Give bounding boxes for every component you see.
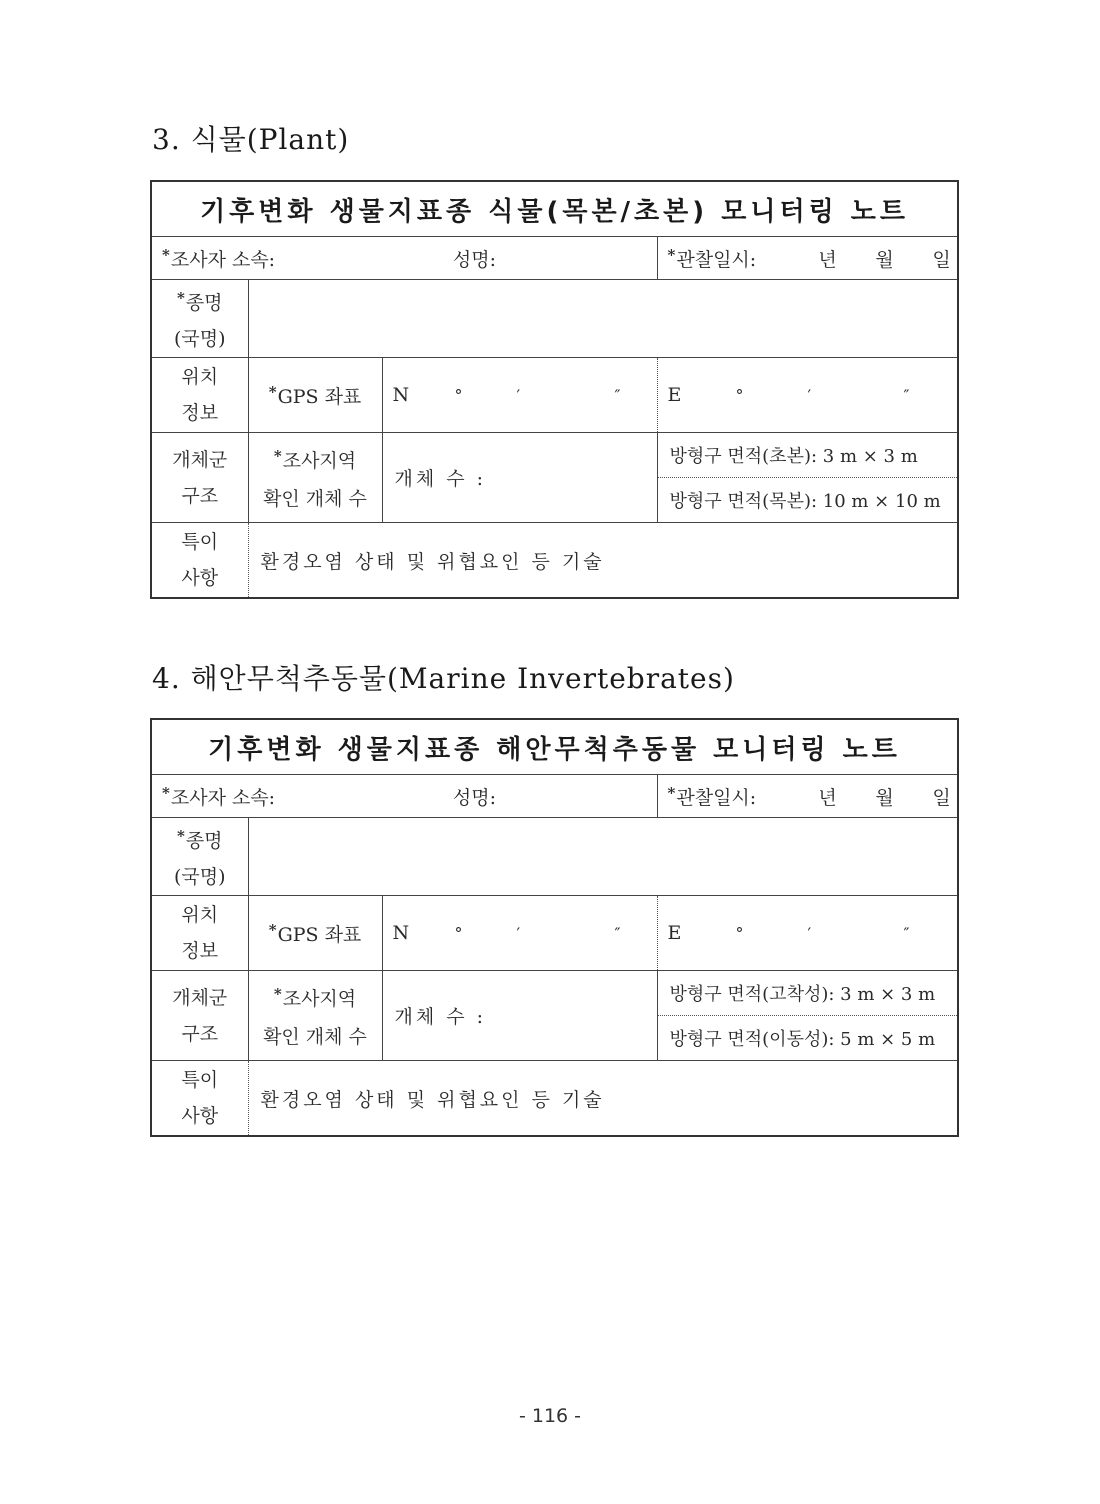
degree-symbol: ° <box>454 386 463 405</box>
month-label: 월 <box>875 786 894 809</box>
latitude-prefix: N <box>392 922 410 944</box>
required-mark: * <box>273 447 282 465</box>
population-label-line1: 개체군 <box>172 986 228 1009</box>
section-title-plant: 3. 식물(Plant) <box>152 123 350 156</box>
remarks-field <box>248 1061 958 1137</box>
observation-date-cell <box>657 775 958 818</box>
quadrat-area-2 <box>657 478 958 523</box>
quadrat-area-1 <box>657 971 958 1016</box>
quadrat-area-2-text: 방형구 면적(목본): 10 m × 10 m <box>669 491 941 512</box>
longitude-field <box>657 896 958 971</box>
monitoring-note-table-marine <box>150 718 959 1137</box>
remarks-label-line2: 사항 <box>181 567 219 589</box>
individual-count-field <box>382 971 657 1061</box>
individual-count-label: 개체 수 : <box>394 1006 487 1028</box>
observation-date-label: 관찰일시: <box>676 248 757 271</box>
day-label: 일 <box>932 248 951 271</box>
required-mark: * <box>268 382 277 401</box>
month-label: 월 <box>875 248 894 271</box>
note-header: 기후변화 생물지표종 식물(목본/초본) 모니터링 노트 <box>151 181 958 237</box>
species-name-label <box>151 280 248 358</box>
remarks-label-line1: 특이 <box>181 531 219 553</box>
individual-count-label: 개체 수 : <box>394 468 487 490</box>
remarks-label <box>151 1061 248 1137</box>
population-label-line2: 구조 <box>181 484 219 507</box>
latitude-field <box>382 358 657 433</box>
day-label: 일 <box>932 786 951 809</box>
surveyor-row <box>151 237 657 280</box>
location-label-line1: 위치 <box>181 366 219 388</box>
survey-label-line2: 확인 개체 수 <box>263 1026 367 1048</box>
location-label-line1: 위치 <box>181 904 219 926</box>
remarks-label-line2: 사항 <box>181 1105 219 1127</box>
location-info-label <box>151 896 248 971</box>
longitude-field <box>657 358 958 433</box>
population-structure-label <box>151 971 248 1061</box>
surveyor-affiliation-label: 조사자 소속: <box>170 248 276 271</box>
longitude-prefix: E <box>667 384 682 406</box>
latitude-field <box>382 896 657 971</box>
degree-symbol: ° <box>735 924 744 943</box>
gps-label-text: GPS 좌표 <box>277 923 362 946</box>
survey-label-line2: 확인 개체 수 <box>263 488 367 510</box>
monitoring-note-table-plant <box>150 180 959 599</box>
quadrat-area-1 <box>657 433 958 478</box>
latitude-prefix: N <box>392 384 410 406</box>
second-symbol: ″ <box>903 386 910 405</box>
surveyor-name-label: 성명: <box>452 786 496 809</box>
year-label: 년 <box>818 786 837 809</box>
degree-symbol: ° <box>735 386 744 405</box>
species-label-line2: (국명) <box>173 328 226 350</box>
remarks-text: 환경오염 상태 및 위협요인 등 기술 <box>260 1088 605 1111</box>
survey-area-count-label <box>248 971 382 1061</box>
species-label-line1: 종명 <box>185 292 223 314</box>
minute-symbol: ′ <box>807 924 812 943</box>
required-mark: * <box>162 245 170 264</box>
population-label-line2: 구조 <box>181 1022 219 1045</box>
remarks-label <box>151 523 248 599</box>
gps-label-text: GPS 좌표 <box>277 385 362 408</box>
quadrat-area-2-text: 방형구 면적(이동성): 5 m × 5 m <box>669 1029 936 1050</box>
second-symbol: ″ <box>614 386 621 405</box>
species-name-field <box>248 818 958 896</box>
location-info-label <box>151 358 248 433</box>
required-mark: * <box>268 920 277 939</box>
quadrat-area-1-text: 방형구 면적(초본): 3 m × 3 m <box>669 446 918 467</box>
surveyor-row <box>151 775 657 818</box>
species-label-line1: 종명 <box>185 830 223 852</box>
required-mark: * <box>667 245 676 264</box>
gps-coordinates-label <box>248 896 382 971</box>
required-mark: * <box>162 783 170 802</box>
quadrat-area-1-text: 방형구 면적(고착성): 3 m × 3 m <box>669 984 936 1005</box>
individual-count-field <box>382 433 657 523</box>
surveyor-affiliation-label: 조사자 소속: <box>170 786 276 809</box>
remarks-label-line1: 특이 <box>181 1069 219 1091</box>
required-mark: * <box>176 289 185 307</box>
minute-symbol: ′ <box>807 386 812 405</box>
species-label-line2: (국명) <box>173 866 226 888</box>
note-header: 기후변화 생물지표종 해안무척추동물 모니터링 노트 <box>151 719 958 775</box>
required-mark: * <box>273 985 282 1003</box>
species-name-label <box>151 818 248 896</box>
population-structure-label <box>151 433 248 523</box>
survey-area-count-label <box>248 433 382 523</box>
surveyor-name-label: 성명: <box>452 248 496 271</box>
observation-date-cell <box>657 237 958 280</box>
survey-label-line1: 조사지역 <box>282 450 357 472</box>
second-symbol: ″ <box>614 924 621 943</box>
required-mark: * <box>667 783 676 802</box>
location-label-line2: 정보 <box>181 940 219 962</box>
quadrat-area-2 <box>657 1016 958 1061</box>
section-title-marine-invertebrates: 4. 해안무척추동물(Marine Invertebrates) <box>152 662 735 695</box>
location-label-line2: 정보 <box>181 402 219 424</box>
remarks-text: 환경오염 상태 및 위협요인 등 기술 <box>260 550 605 573</box>
survey-label-line1: 조사지역 <box>282 988 357 1010</box>
page-number: - 116 - <box>518 1405 582 1427</box>
minute-symbol: ′ <box>516 924 521 943</box>
remarks-field <box>248 523 958 599</box>
population-label-line1: 개체군 <box>172 448 228 471</box>
species-name-field <box>248 280 958 358</box>
longitude-prefix: E <box>667 922 682 944</box>
year-label: 년 <box>818 248 837 271</box>
gps-coordinates-label <box>248 358 382 433</box>
degree-symbol: ° <box>454 924 463 943</box>
observation-date-label: 관찰일시: <box>676 786 757 809</box>
second-symbol: ″ <box>903 924 910 943</box>
minute-symbol: ′ <box>516 386 521 405</box>
required-mark: * <box>176 827 185 845</box>
